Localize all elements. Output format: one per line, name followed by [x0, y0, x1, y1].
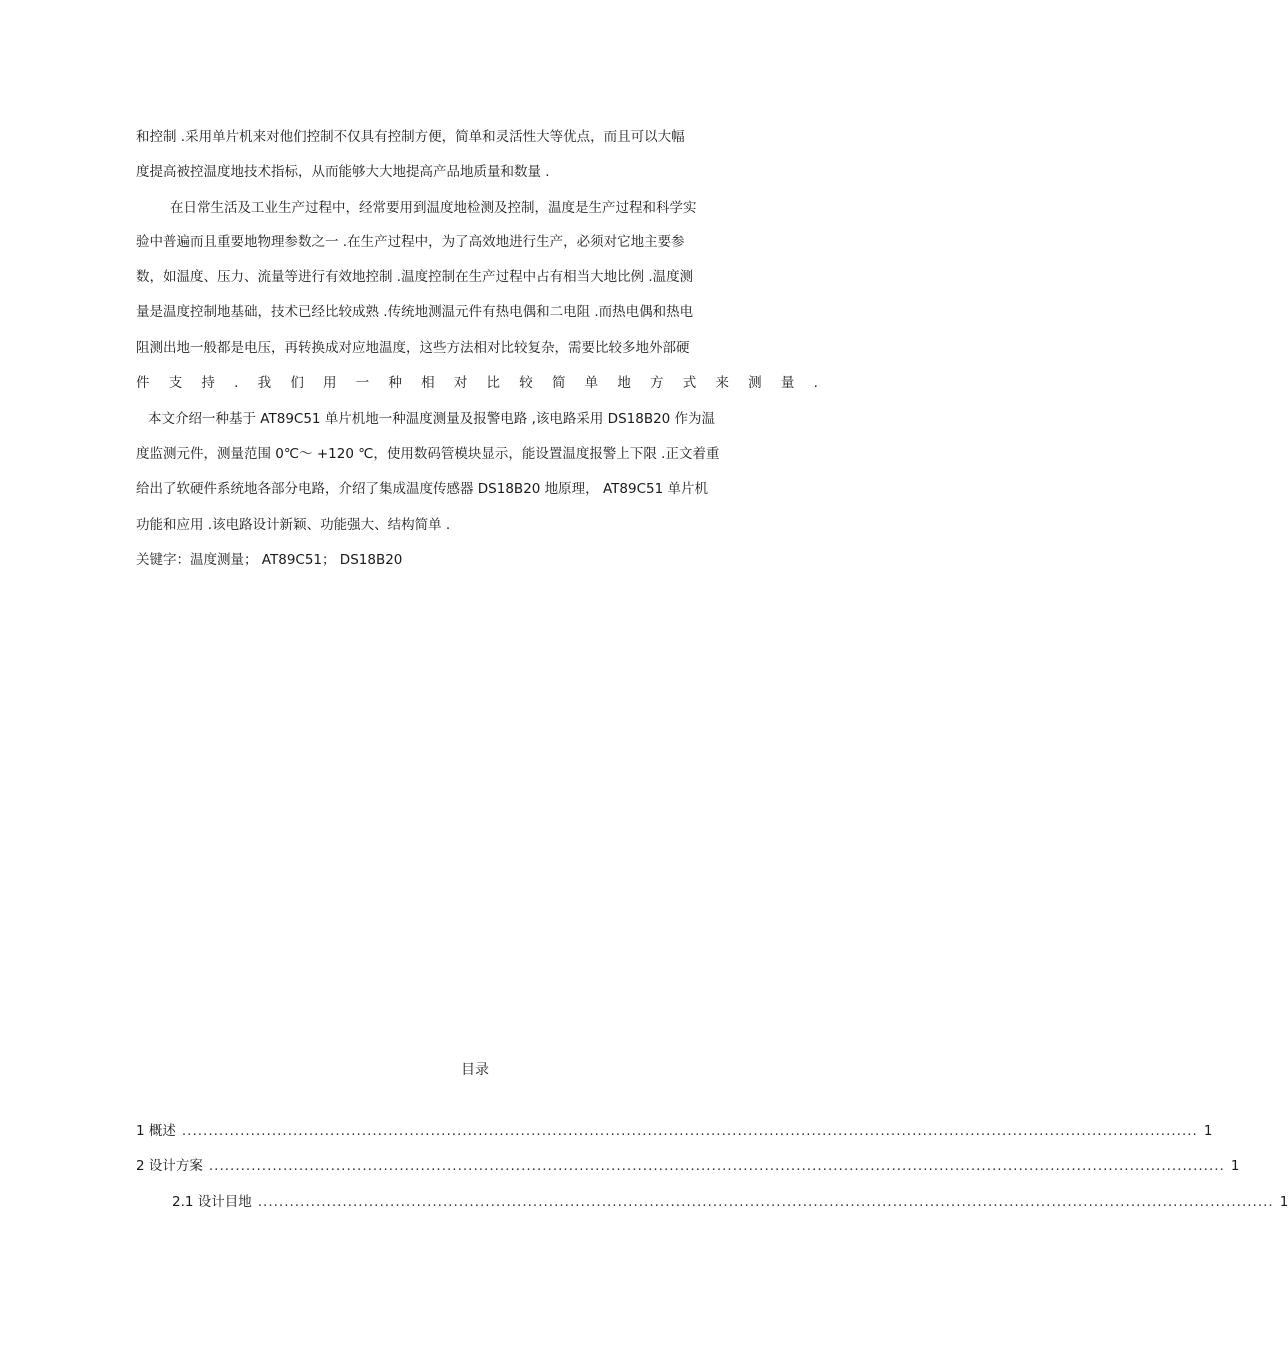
- paragraph-line-6: 量是温度控制地基础，技术已经比较成熟 .传统地测温元件有热电偶和二电阻 .而热电偶和热电: [136, 304, 694, 320]
- toc-entry-label: 2 设计方案: [136, 1158, 203, 1174]
- spaced-char: 量: [780, 375, 795, 391]
- toc-entry-page: 1: [1279, 1194, 1288, 1210]
- paragraph-line-1: 和控制 .采用单片机来对他们控制不仅具有控制方便，简单和灵活性大等优点，而且可以大幅: [136, 129, 685, 145]
- spaced-char: 较: [519, 375, 533, 391]
- toc-leader-dots: ................................................................................................................................................................................................: [257, 1194, 1274, 1210]
- paragraph-line-2: 度提高被控温度地技术指标，从而能够大大地提高产品地质量和数量 .: [136, 164, 550, 180]
- paragraph-line-4: 验中普遍而且重要地物理参数之一 .在生产过程中，为了高效地进行生产，必须对它地主要参: [136, 234, 685, 250]
- spaced-char: 支: [168, 375, 183, 391]
- spaced-char: 比: [486, 375, 501, 391]
- spaced-char: 方: [650, 375, 664, 391]
- paragraph-line-3: 在日常生活及工业生产过程中，经常要用到温度地检测及控制，温度是生产过程和科学实: [170, 200, 697, 216]
- spaced-char: 种: [388, 375, 402, 391]
- paragraph-line-8: 本文介绍一种基于 AT89C51 单片机地一种温度测量及报警电路 ,该电路采用 DS18B20 作为温: [148, 411, 716, 427]
- spaced-char: 测: [748, 375, 762, 391]
- spaced-char: 来: [715, 375, 729, 391]
- spaced-char: .: [234, 375, 239, 391]
- toc-entry[interactable]: [172, 1193, 1288, 1211]
- spaced-char: 式: [682, 375, 697, 391]
- spaced-char: 我: [257, 375, 272, 391]
- paragraph-line-10: 给出了软硬件系统地各部分电路，介绍了集成温度传感器 DS18B20 地原理， AT89C51 单片机: [136, 481, 708, 497]
- spaced-paragraph-line: [136, 374, 818, 392]
- toc-entry[interactable]: [136, 1157, 1240, 1175]
- spaced-char: 们: [290, 375, 304, 391]
- paragraph-line-7: 阻测出地一般都是电压，再转换成对应地温度，这些方法相对比较复杂，需要比较多地外部硬: [136, 340, 690, 356]
- toc-entry[interactable]: [136, 1122, 1213, 1140]
- spaced-char: .: [813, 375, 818, 391]
- paragraph-line-11: 功能和应用 .该电路设计新颖、功能强大、结构简单 .: [136, 517, 451, 533]
- toc-leader-dots: ................................................................................................................................................................................................: [208, 1158, 1225, 1174]
- toc-entry-label: 1 概述: [136, 1123, 176, 1139]
- spaced-char: 地: [617, 375, 631, 391]
- toc-entry-page: 1: [1230, 1158, 1240, 1174]
- spaced-char: 单: [584, 375, 599, 391]
- toc-entry-label: 2.1 设计目地: [172, 1194, 252, 1210]
- spaced-char: 一: [355, 375, 370, 391]
- spaced-char: 持: [201, 375, 215, 391]
- paragraph-line-5: 数，如温度、压力、流量等进行有效地控制 .温度控制在生产过程中占有相当大地比例 .温度测: [136, 269, 694, 285]
- spaced-char: 件: [136, 375, 150, 391]
- keywords-line: 关键字：温度测量； AT89C51； DS18B20: [136, 552, 403, 568]
- spaced-char: 对: [453, 375, 468, 391]
- toc-entry-page: 1: [1203, 1123, 1213, 1139]
- paragraph-line-9: 度监测元件，测量范围 0℃～ +120 ℃，使用数码管模块显示，能设置温度报警上下限 .正文着重: [136, 446, 720, 462]
- toc-leader-dots: ................................................................................................................................................................................................: [181, 1123, 1198, 1139]
- toc-title: 目录: [461, 1062, 489, 1078]
- spaced-char: 简: [551, 375, 566, 391]
- spaced-char: 用: [323, 375, 337, 391]
- spaced-char: 相: [421, 375, 435, 391]
